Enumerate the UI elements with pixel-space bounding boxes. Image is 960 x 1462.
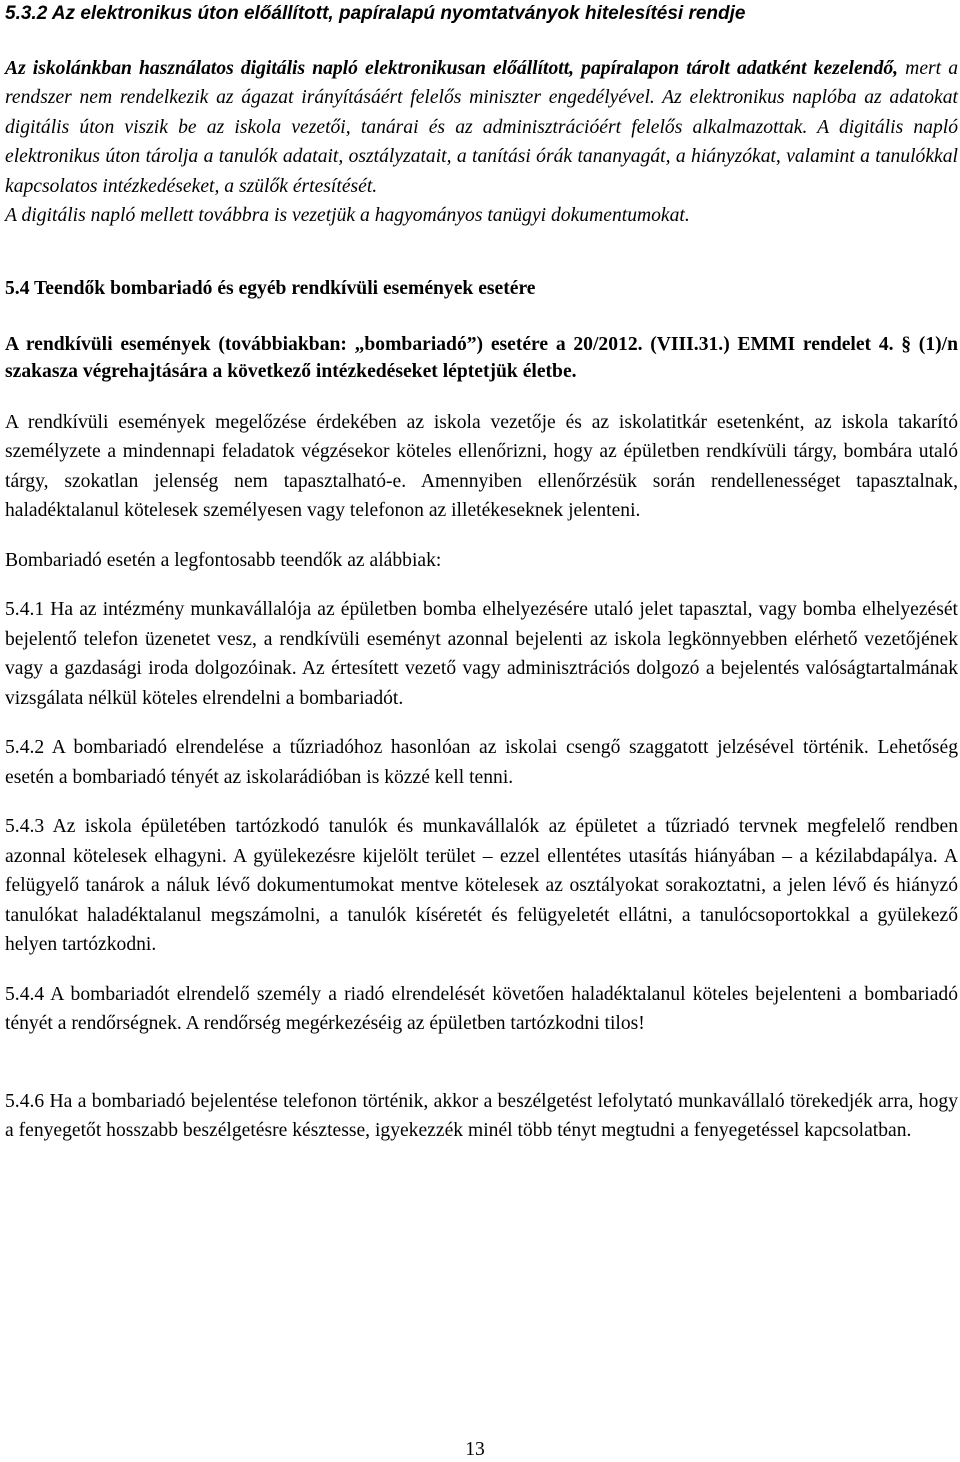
paragraph-544: 5.4.4 A bombariadót elrendelő személy a riadó elrendelését követően haladéktalanul köteles bejelenteni a bombariadó tényét a rendőrségnek. A rendőrség megérkezéséig az épületben tartózkodni tilos! (5, 983, 958, 1035)
italic-block-digital-diary (5, 54, 958, 230)
heading-54: 5.4 Teendők bombariadó és egyéb rendkívüli események esetére (5, 278, 536, 300)
bold-paragraph-regulation: A rendkívüli események (továbbiakban: „bombariadó”) esetére a 20/2012. (VIII.31.) EMMI rendelet 4. § (1)/n szakasza végrehajtására a következő intézkedéseket léptetjük életbe. (5, 334, 958, 383)
bold-intro-text: Az iskolánkban használatos digitális napló elektronikusan előállított, papíralapon tárolt adatként kezelendő, (5, 58, 899, 79)
paragraph-prevention: A rendkívüli események megelőzése érdekében az iskola vezetője és az iskolatitkár esetenként, az iskola takarító személyzete a mindennapi feladatok végzésekor köteles ellenőrizni, hogy az épületben rendkívüli tárgy, bombára utaló tárgy, szokatlan jelenség nem tapasztalható-e. Amennyiben ellenőrzésük során rendellenességet tapasztalnak, haladéktalanul kötelesek személyesen vagy telefonon az illetékeseknek jelenteni. (5, 411, 958, 522)
paragraph-543: 5.4.3 Az iskola épületében tartózkodó tanulók és munkavállalók az épületet a tűzriadó tervnek megfelelő rendben azonnal kötelesek elhagyni. A gyülekezésre kijelölt terület – ezzel ellentétes utasítás hiányában – a kézilabdapálya. A felügyelő tanárok a náluk lévő dokumentumokat mentve kötelesek az osztályokat sorakoztatni, a jelen lévő és hiányzó tanulókat haladéktalanul megszámolni, a tanulók kíséretét és felügyeletét ellátni, a tanulócsoportokkal a gyülekező helyen tartózkodni. (5, 816, 958, 956)
italic-paragraph-1 (5, 54, 958, 201)
italic-paragraph-2: A digitális napló mellett továbbra is vezetjük a hagyományos tanügyi dokumentumokat. (5, 205, 690, 227)
paragraph-541: 5.4.1 Ha az intézmény munkavállalója az épületben bomba elhelyezésére utaló jelet tapasztal, vagy bomba elhelyezését bejelentő telefon üzenetet vesz, a rendkívüli eseményt azonnal bejelenti az iskola legkönnyebben elérhető vezetőjének vagy a gazdasági iroda dolgozóinak. Az értesített vezető vagy adminisztrációs dolgozó a bejelentés valóságtartalmának vizsgálata nélkül köteles elrendelni a bombariadót. (5, 599, 958, 709)
page-number: 13 (465, 1439, 485, 1460)
italic-text-1: mert a rendszer nem rendelkezik az ágazat irányításáért felelős miniszter engedélyével. Az elektronikus naplóba az adatokat digitális úton viszik be az iskola vezetői, tanárai és az adminisztrációért felelős alkalmazottak. A digitális napló elektronikus úton tárolja a tanulók adatait, osztályzatait, a tanítási órák tananyagát, a hiányzókat, valamint a tanulókkal kapcsolatos intézkedéseket, a szülők értesítését. (5, 58, 958, 197)
section-title-532: 5.3.2 Az elektronikus úton előállított, papíralapú nyomtatványok hitelesítési rendje (5, 3, 746, 24)
document-page (5, 0, 958, 1146)
paragraph-542: 5.4.2 A bombariadó elrendelése a tűzriadóhoz hasonlóan az iskolai csengő szaggatott jelzésével történik. Lehetőség esetén a bombariadó tényét az iskolarádióban is közzé kell tenni. (5, 737, 958, 788)
paragraph-tasks-intro: Bombariadó esetén a legfontosabb teendők az alábbiak: (5, 549, 442, 571)
paragraph-546: 5.4.6 Ha a bombariadó bejelentése telefonon történik, akkor a beszélgetést lefolytató munkavállaló törekedjék arra, hogy a fenyegetőt hosszabb beszélgetésre késztesse, igyekezzék minél több tényt megtudni a fenyegetéssel kapcsolatban. (5, 1090, 958, 1142)
